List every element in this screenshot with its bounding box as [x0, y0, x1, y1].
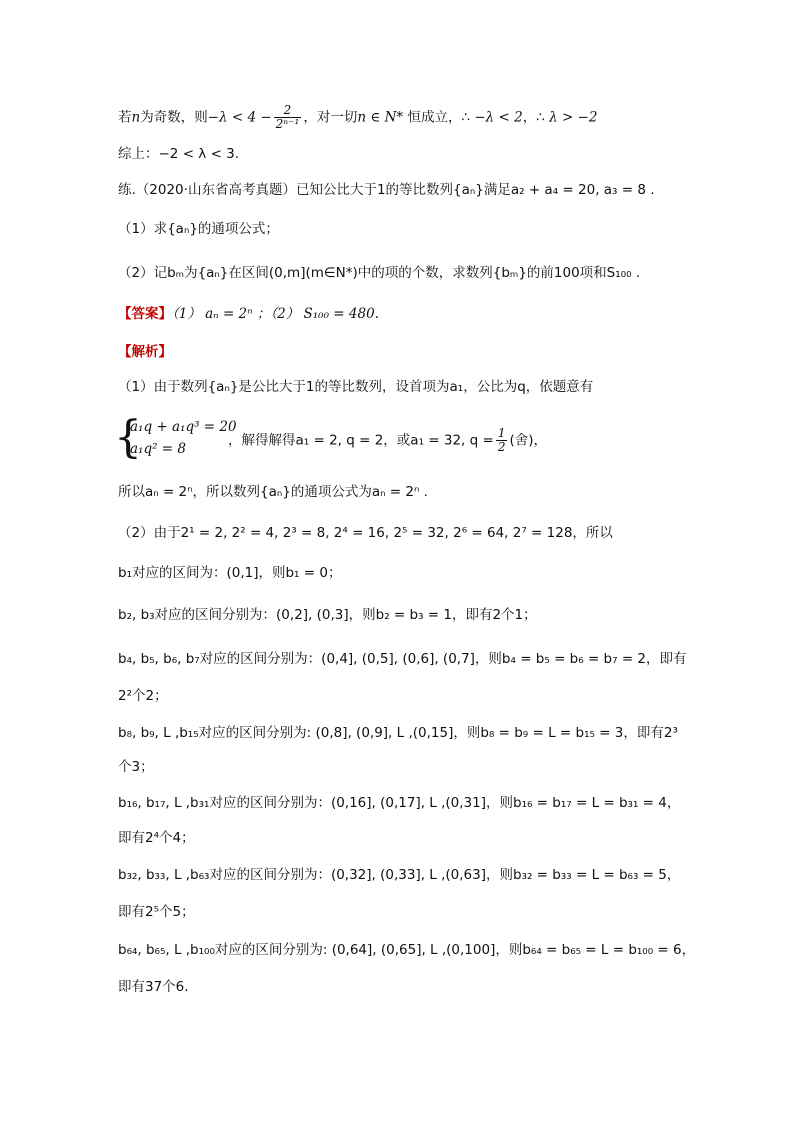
- line-b2-b3: b₂, b₃对应的区间分别为：(0,2], (0,3]，则b₂ = b₃ = 1，即有2个1；: [118, 607, 537, 623]
- text: 为奇数，则: [140, 109, 208, 126]
- fraction-denominator: 2: [497, 440, 506, 455]
- fraction-numerator: 1: [497, 426, 506, 440]
- fraction: [274, 104, 302, 131]
- text: ，解得解得a₁ = 2, q = 2，或a₁ = 32, q =: [228, 432, 494, 449]
- line-b1: b₁对应的区间为：(0,1]，则b₁ = 0；: [118, 565, 342, 581]
- line-b8-b15-count: 个3；: [118, 759, 154, 775]
- text: (舍)，: [509, 432, 548, 449]
- text: ，对一切: [303, 109, 358, 126]
- line-exercise: 练.（2020·山东省高考真题）已知公比大于1的等比数列{aₙ}满足a₂ + a₄ = 20, a₃ = 8 .: [118, 182, 655, 198]
- line-answer: [118, 304, 379, 324]
- math: n: [131, 109, 141, 126]
- line-general-term: 所以aₙ = 2ⁿ，所以数列{aₙ}的通项公式为aₙ = 2ⁿ .: [118, 484, 428, 500]
- line-b16-b31-count: 即有2⁴个4；: [118, 830, 195, 846]
- line-summary: 综上：−2 < λ < 3.: [118, 146, 240, 162]
- system-equation-2: a₁q² = 8: [130, 441, 186, 457]
- line-analysis-1: （1）由于数列{aₙ}是公比大于1的等比数列，设首项为a₁，公比为q，依题意有: [118, 379, 594, 395]
- math: λ > −2: [549, 109, 598, 126]
- system-equation-1: a₁q + a₁q³ = 20: [130, 419, 237, 435]
- line-b64-b100-count: 即有37个6.: [118, 979, 189, 995]
- answer-text: （1） aₙ = 2ⁿ ；（2） S₁₀₀ = 480.: [172, 306, 379, 322]
- line-odd-n: [118, 104, 597, 131]
- line-question-1: （1）求{aₙ}的通项公式；: [118, 221, 279, 237]
- fraction: [496, 427, 508, 454]
- analysis-label: 【解析】: [118, 344, 172, 360]
- text: 恒成立，∴: [403, 109, 475, 126]
- system-lines: [130, 416, 237, 460]
- line-analysis-2: （2）由于2¹ = 2, 2² = 4, 2³ = 8, 2⁴ = 16, 2⁵ = 32, 2⁶ = 64, 2⁷ = 128，所以: [118, 525, 613, 541]
- line-b64-b100: b₆₄, b₆₅, L ,b₁₀₀对应的区间分别为: (0,64], (0,65], L ,(0,100]，则b₆₄ = b₆₅ = L = b₁₀₀ = 6，: [118, 942, 696, 958]
- answer-label: 【答案】: [118, 306, 172, 322]
- line-b4-b7-count: 2²个2；: [118, 688, 168, 704]
- fraction-denominator: 2ⁿ⁻¹: [275, 117, 300, 132]
- line-analysis-label: [118, 342, 172, 362]
- fraction-numerator: 2: [274, 104, 302, 118]
- brace-symbol: {: [114, 412, 142, 463]
- math: −λ < 4 −: [207, 109, 272, 126]
- line-b8-b15: b₈, b₉, L ,b₁₅对应的区间分别为: (0,8], (0,9], L ,(0,15]，则b₈ = b₉ = L = b₁₅ = 3，即有2³: [118, 725, 678, 741]
- math: −λ < 2: [474, 109, 523, 126]
- line-b4-b7: b₄, b₅, b₆, b₇对应的区间分别为：(0,4], (0,5], (0,6], (0,7]，则b₄ = b₅ = b₆ = b₇ = 2，即有: [118, 651, 687, 667]
- line-b16-b31: b₁₆, b₁₇, L ,b₃₁对应的区间分别为：(0,16], (0,17], L ,(0,31]，则b₁₆ = b₁₇ = L = b₃₁ = 4，: [118, 795, 681, 811]
- text: ，∴: [522, 109, 550, 126]
- text: 若: [118, 109, 132, 126]
- line-question-2: （2）记bₘ为{aₙ}在区间(0,m](m∈N*)中的项的个数，求数列{bₘ}的前100项和S₁₀₀ .: [118, 265, 641, 281]
- line-b32-b63-count: 即有2⁵个5；: [118, 904, 195, 920]
- line-solution: [228, 427, 547, 454]
- math: n ∈ N*: [357, 109, 404, 126]
- line-b32-b63: b₃₂, b₃₃, L ,b₆₃对应的区间分别为：(0,32], (0,33], L ,(0,63]，则b₃₂ = b₃₃ = L = b₆₃ = 5，: [118, 867, 681, 883]
